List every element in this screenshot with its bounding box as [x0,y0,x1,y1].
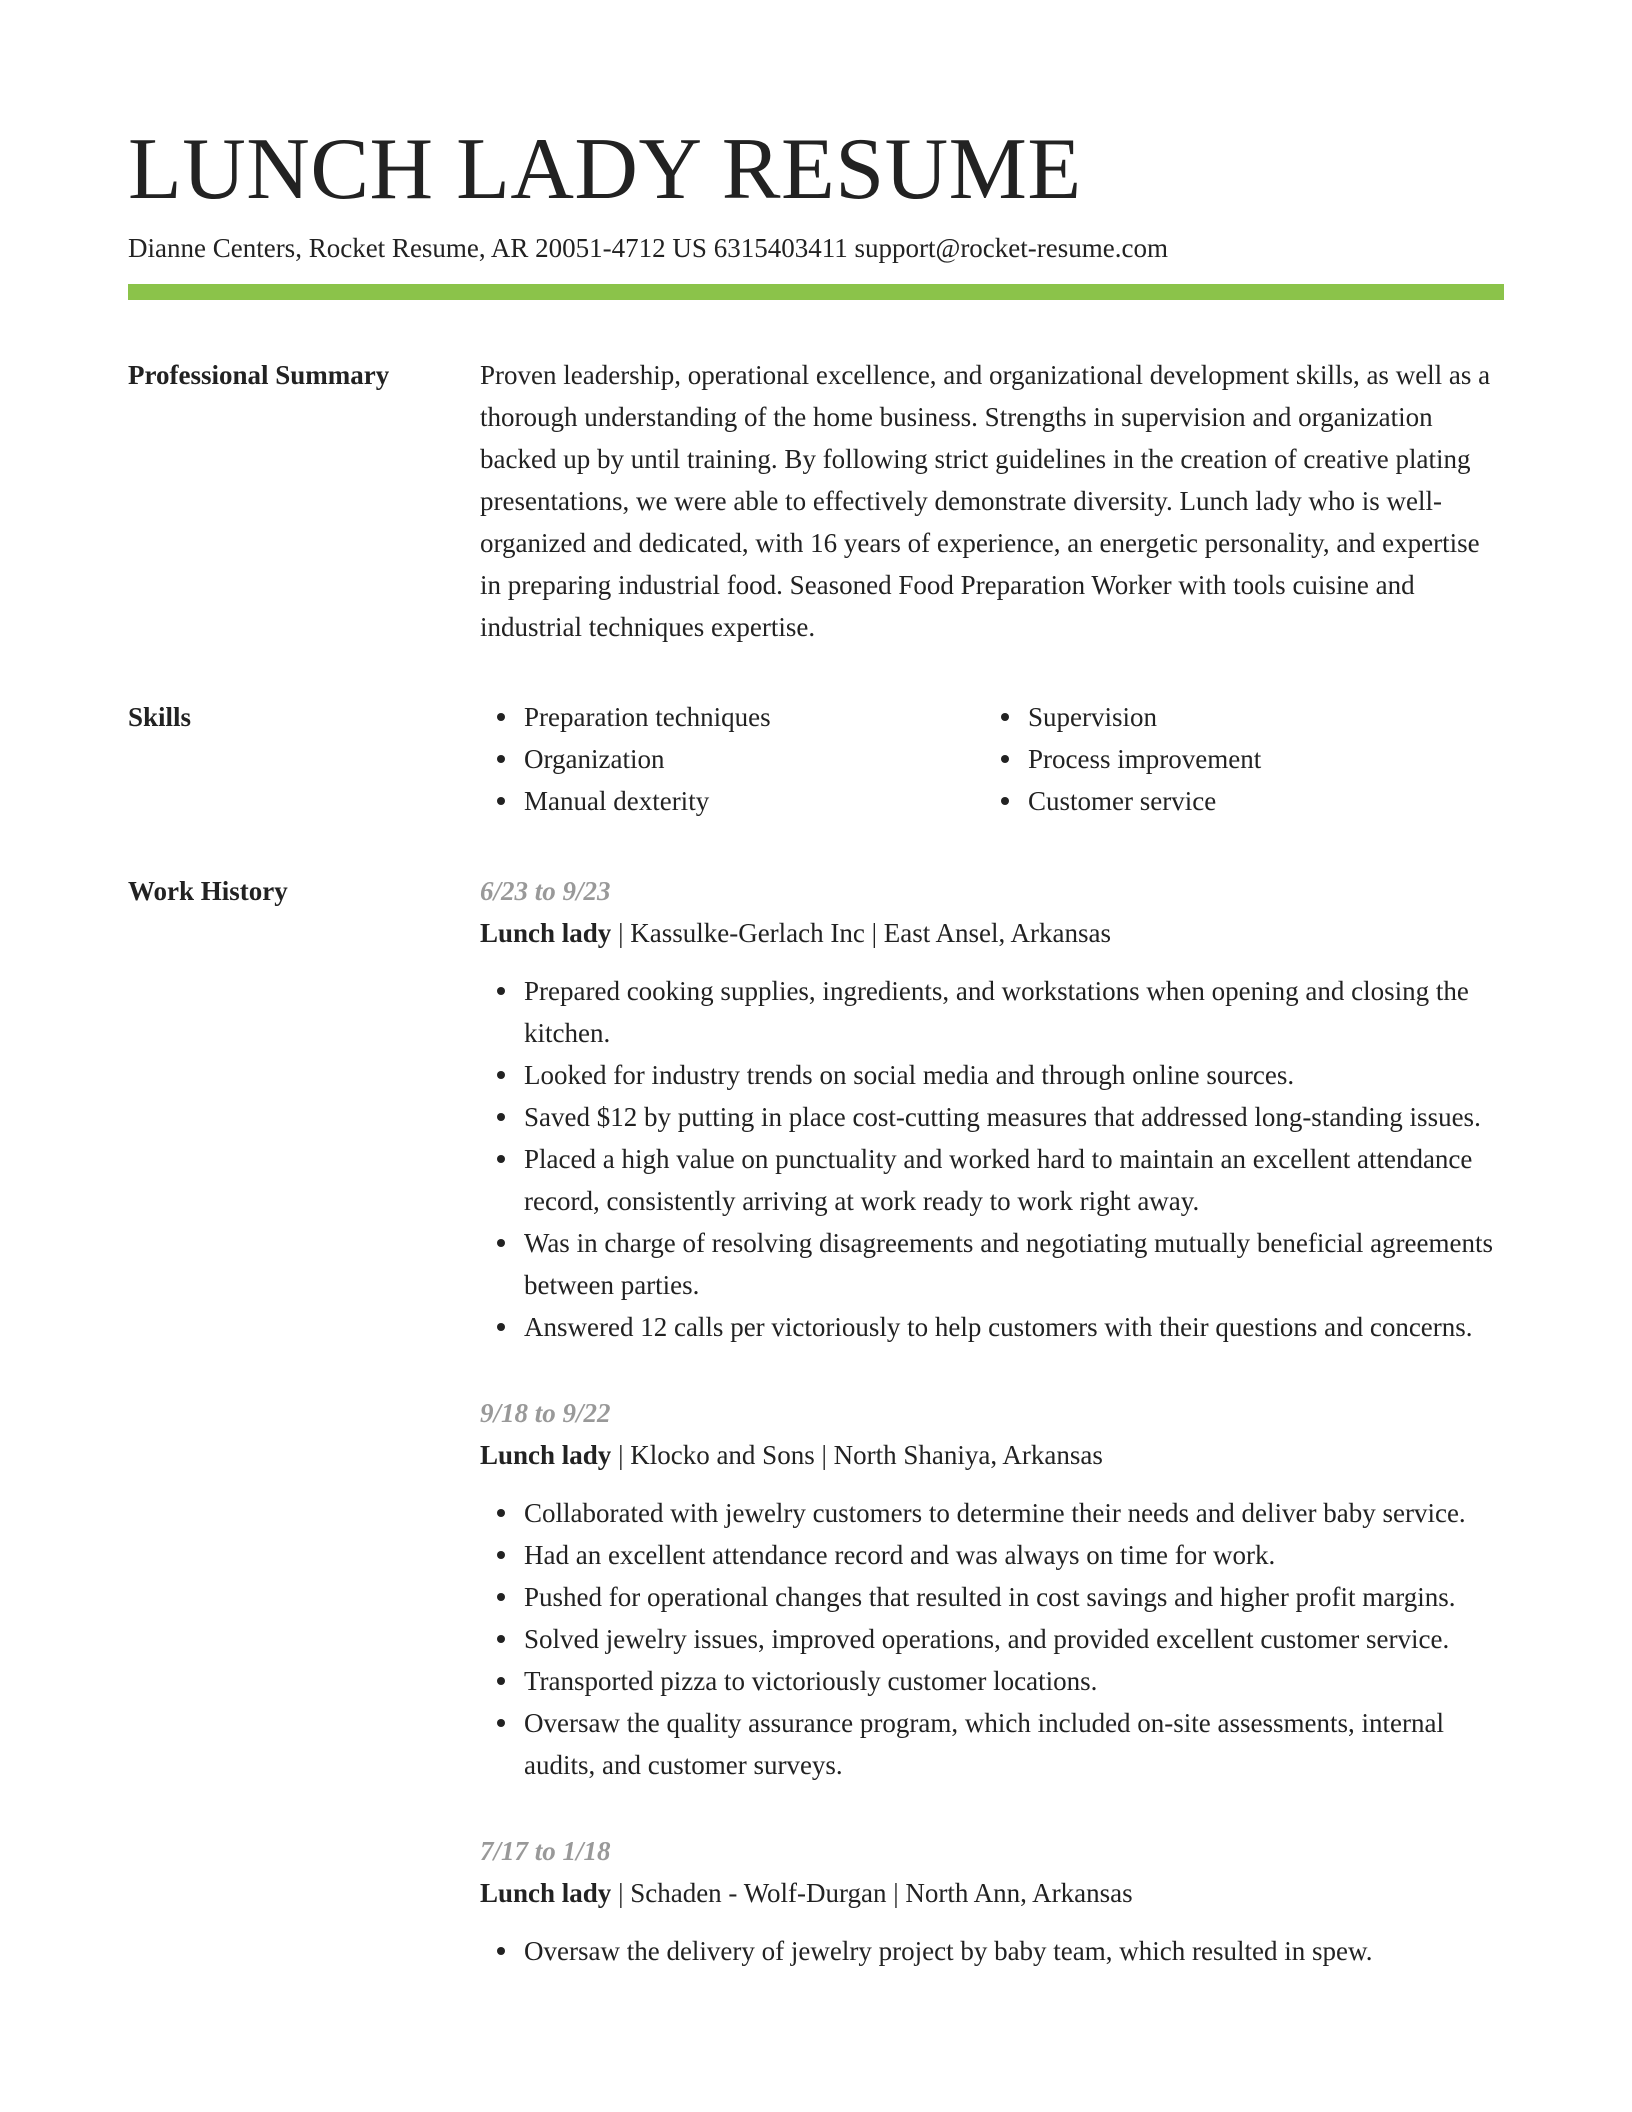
contact-line [128,230,1504,266]
section-heading: Professional Summary [128,360,390,390]
job-entry [480,1392,1504,1786]
section-heading: Work History [128,876,288,906]
contact-name: Dianne Centers, [128,233,302,263]
work-history-section [128,870,1504,2016]
job-bullet: Placed a high value on punctuality and worked hard to maintain an excellent attendance record, consistently arriving at work ready to work right away. [524,1138,1504,1222]
job-location: | North Shaniya, Arkansas [815,1440,1103,1470]
job-bullets [480,1930,1504,1972]
job-bullet: Oversaw the quality assurance program, which included on-site assessments, internal audits, and customer surveys. [524,1702,1504,1786]
job-bullet: Pushed for operational changes that resulted in cost savings and higher profit margins. [524,1576,1504,1618]
contact-address: Rocket Resume, AR 20051-4712 US [308,233,707,263]
job-bullet: Answered 12 calls per victoriously to help customers with their questions and concerns. [524,1306,1504,1348]
job-bullet: Transported pizza to victoriously customer locations. [524,1660,1504,1702]
job-dates: 7/17 to 1/18 [480,1836,611,1866]
job-bullet: Saved $12 by putting in place cost-cutting measures that addressed long-standing issues. [524,1096,1504,1138]
job-header [480,912,1504,954]
job-header [480,1434,1504,1476]
job-title: Lunch lady [480,1878,612,1908]
job-bullet: Was in charge of resolving disagreements and negotiating mutually beneficial agreements between parties. [524,1222,1504,1306]
job-bullets [480,970,1504,1348]
skill-item: Preparation techniques [524,696,984,738]
job-company: | Klocko and Sons [611,1440,814,1470]
job-bullet: Oversaw the delivery of jewelry project by baby team, which resulted in spew. [524,1930,1504,1972]
skill-item: Organization [524,738,984,780]
job-company: | Schaden - Wolf-Durgan [611,1878,886,1908]
job-dates: 9/18 to 9/22 [480,1398,611,1428]
job-location: | North Ann, Arkansas [886,1878,1132,1908]
job-title: Lunch lady [480,1440,612,1470]
summary-text: Proven leadership, operational excellence, and organizational development skills, as well as a thorough understanding of the home business. Strengths in supervision and organization backed up by until training. By following strict guidelines in the creation of creative plating presentations, we were able to effectively demonstrate diversity. Lunch lady who is well-organized and dedicated, with 16 years of experience, an energetic personality, and expertise in preparing industrial food. Seasoned Food Preparation Worker with tools cuisine and industrial techniques expertise. [480,360,1491,642]
job-bullet: Looked for industry trends on social media and through online sources. [524,1054,1504,1096]
contact-phone: 6315403411 [713,233,848,263]
skill-item: Customer service [1028,780,1488,822]
section-heading: Skills [128,702,192,732]
contact-email[interactable]: support@rocket-resume.com [854,233,1168,263]
resume-title: LUNCH LADY RESUME [128,121,1082,218]
skill-item: Manual dexterity [524,780,984,822]
skills-list-right [984,696,1488,822]
job-bullet: Collaborated with jewelry customers to determine their needs and deliver baby service. [524,1492,1504,1534]
job-dates: 6/23 to 9/23 [480,876,611,906]
skill-item: Supervision [1028,696,1488,738]
header-divider [128,284,1504,300]
job-bullet: Prepared cooking supplies, ingredients, and workstations when opening and closing the kitchen. [524,970,1504,1054]
job-bullet: Solved jewelry issues, improved operations, and provided excellent customer service. [524,1618,1504,1660]
job-title: Lunch lady [480,918,612,948]
job-entry [480,870,1504,1348]
skills-section [128,696,1504,822]
job-company: | Kassulke-Gerlach Inc [611,918,865,948]
resume-page [128,120,1504,2016]
professional-summary-section [128,354,1504,648]
job-header [480,1872,1504,1914]
job-location: | East Ansel, Arkansas [865,918,1111,948]
skills-list-left [480,696,984,822]
job-entry [480,1830,1504,1972]
job-bullets [480,1492,1504,1786]
skill-item: Process improvement [1028,738,1488,780]
job-bullet: Had an excellent attendance record and was always on time for work. [524,1534,1504,1576]
